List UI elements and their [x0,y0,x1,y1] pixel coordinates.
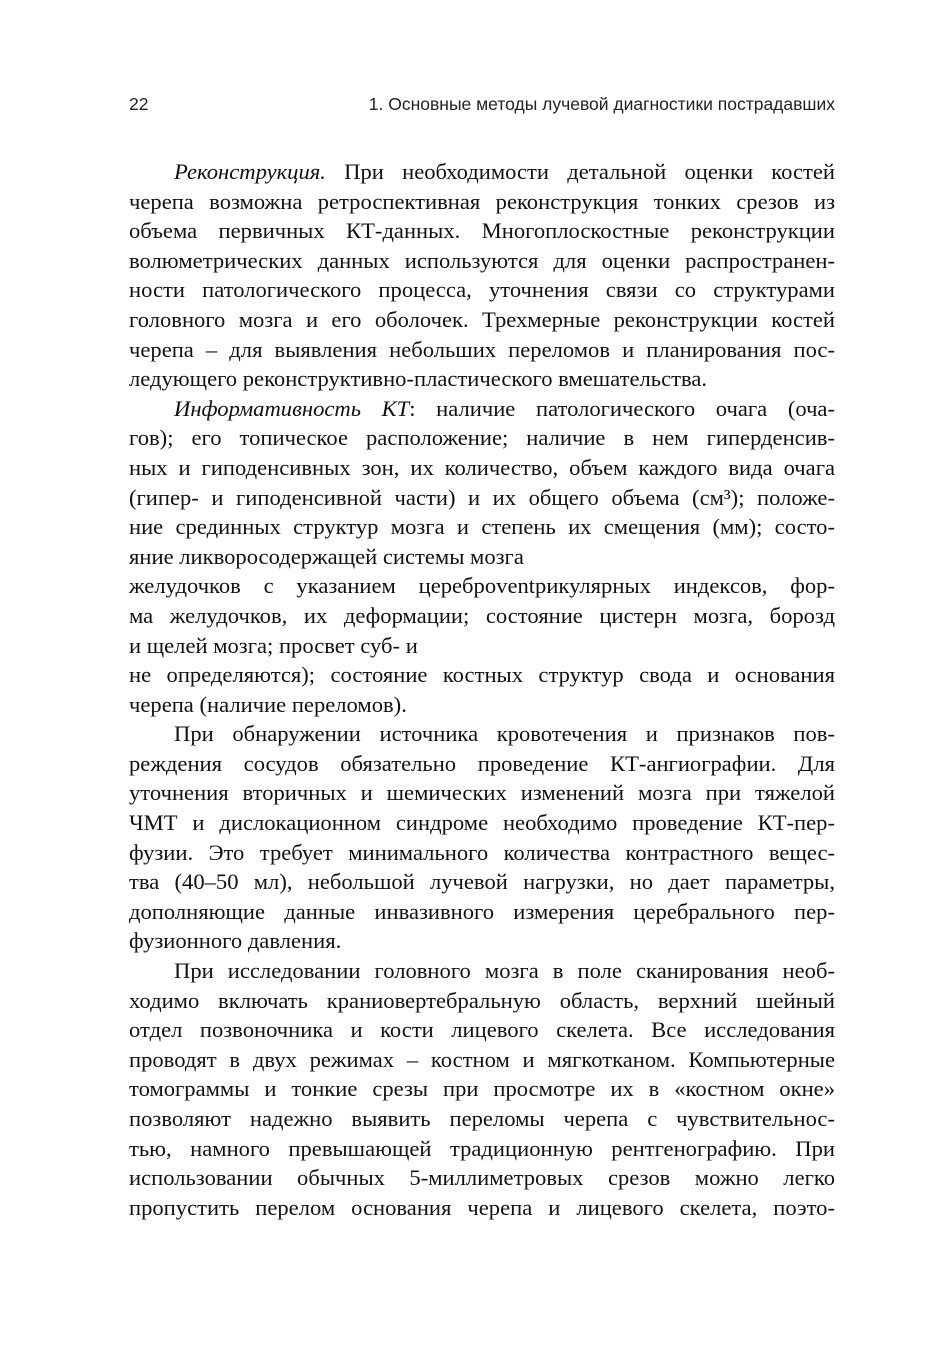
text-line: фузии. Это требует минимального количества контрастного вещес- [129,839,835,865]
text-line: Информативность КТ: наличие патологического очага (оча- [174,395,835,421]
text-line: черепа (наличие переломов). [129,691,407,717]
text-line: пропустить перелом основания черепа и лицевого скелета, поэто- [129,1194,835,1220]
text-line: ЧМТ и дислокационном синдроме необходимо проведение КТ-пер- [129,810,835,836]
text-line: отдел позвоночника и кости лицевого скелета. Все исследования [129,1017,835,1043]
page-header [129,94,835,118]
text-line: ходимо включать краниовертебральную область, верхний шейный [129,987,835,1013]
text-line: яние ликворосодержащей системы мозга [129,543,524,569]
text-line: головного мозга и его оболочек. Трехмерные реконструкции костей [129,306,835,332]
body-text [129,157,835,1222]
text-line: ма желудочков, их деформации; состояние цистерн мозга, борозд [129,602,835,628]
text-line: При обнаружении источника кровотечения и признаков пов- [174,721,835,747]
text-line: не определяются); состояние костных структур свода и основания [129,662,835,688]
italic-lead: Информативность КТ [174,395,410,421]
text-line: реждения сосудов обязательно проведение КТ-ангиографии. Для [129,750,835,776]
text-line: дополняющие данные инвазивного измерения церебрального пер- [129,898,835,924]
text-line: тва (40–50 мл), небольшой лучевой нагрузки, но дает параметры, [129,869,835,895]
text-line: томограммы и тонкие срезы при просмотре их в «костном окне» [129,1076,835,1102]
text-line: черепа – для выявления небольших переломов и планирования пос- [129,336,835,362]
text-line: (гипер- и гиподенсивной части) и их общего объема (см³); положе- [129,484,835,510]
text-line: волюметрических данных используются для оценки распространен- [129,247,835,273]
page-number: 22 [129,94,149,114]
italic-lead: Реконструкция. [174,159,326,184]
running-title: 1. Основные методы лучевой диагностики пострадавших [368,94,835,114]
text-line: использовании обычных 5-миллиметровых срезов можно легко [129,1165,835,1191]
text-line: позволяют надежно выявить переломы черепа с чувствительнос- [129,1106,835,1131]
text-line: гов); его топическое расположение; наличие в нем гиперденсив- [129,425,835,451]
text-line: и щелей мозга; просвет суб- и [129,632,418,658]
text-line: объема первичных КТ-данных. Многоплоскостные реконструкции [129,218,835,244]
text-line: фузионного давления. [129,928,342,954]
text-line: ние срединных структур мозга и степень их смещения (мм); состо- [129,514,835,540]
text-line: ледующего реконструктивно-пластического вмешательства. [129,366,708,392]
text-line: проводят в двух режимах – костном и мягкотканом. Компьютерные [129,1046,835,1072]
text-line: желудочков с указанием цереброventрикулярных индексов, фор- [129,573,835,599]
text-line: Реконструкция. При необходимости детальной оценки костей [174,159,835,184]
text-line: При исследовании головного мозга в поле сканирования необ- [174,958,835,984]
text-line: ных и гиподенсивных зон, их количество, объем каждого вида очага [129,454,835,480]
text-line: черепа возможна ретроспективная реконструкция тонких срезов из [129,188,835,214]
text-line: ности патологического процесса, уточнения связи со структурами [129,277,835,303]
text-line: тью, намного превышающей традиционную рентгенографию. При [129,1135,835,1161]
text-line: уточнения вторичных и шемических изменений мозга при тяжелой [129,780,835,806]
